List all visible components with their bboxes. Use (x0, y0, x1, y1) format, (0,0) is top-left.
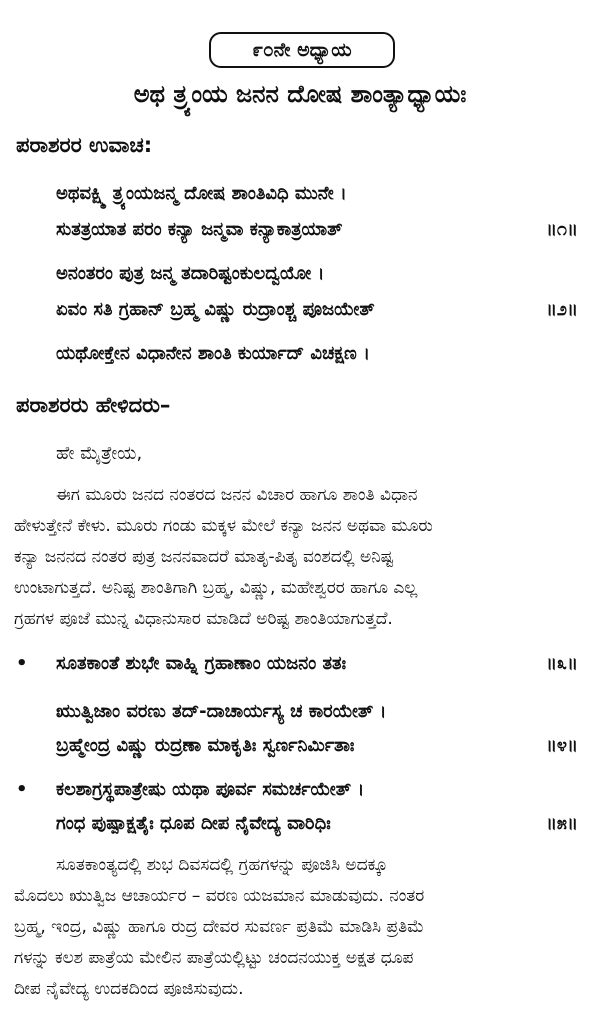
verse-line: ಯಥೋಕ್ತೇನ ವಿಧಾನೇನ ಶಾಂತಿ ಕುರ್ಯಾದ್ ವಿಚಕ್ಷಣ । (56, 343, 370, 364)
verse-number: ॥೩॥ (545, 653, 578, 674)
verse-line: ಸೂತಕಾಂತೆ ಶುಭೇ ವಾಹ್ನಿ ಗ್ರಹಾಣಾಂ ಯಜನಂ ತತಃ (56, 653, 347, 674)
verse-line: ಕಲಶಾಗ್ರಸ್ಥಪಾತ್ರೇಷು ಯಥಾ ಪೂರ್ವ ಸಮರ್ಚಯೇತ್ । (56, 779, 365, 800)
paragraph-line: ದೀಪ ನೈವೇದ್ಯ ಉದಕದಿಂದ ಪೂಜಿಸುವುದು. (14, 979, 244, 999)
verse-line: ಅಥವಕ್ಷ್ಮಿ ತ್ರ್ಯಂಯಜನ್ಮ ದೋಷ ಶಾಂತಿವಿಧಿ ಮುನೇ । (56, 183, 347, 204)
verse-number: ॥೫॥ (545, 813, 578, 834)
verse-number: ॥೧॥ (545, 219, 578, 240)
paragraph-line: ಈಗ ಮೂರು ಜನದ ನಂತರದ ಜನನ ವಿಚಾರ ಹಾಗೂ ಶಾಂತಿ ವಿಧಾನ (56, 485, 418, 505)
translation-paragraph (14, 850, 586, 1005)
verse-line: ಅನಂತರಂ ಪುತ್ರ ಜನ್ಮ ತದಾರಿಷ್ಟಂಕುಲದ್ವಯೋ । (56, 263, 325, 284)
chapter-label-box (209, 32, 395, 68)
paragraph-line: ಗಳನ್ನು ಕಲಶ ಪಾತ್ರೆಯ ಮೇಲಿನ ಪಾತ್ರೆಯಲ್ಲಿಟ್ಟು ಚಂದನಯುಕ್ತ ಅಕ್ಷತ ಧೂಪ (14, 948, 414, 968)
paragraph-line: ಕನ್ಯಾ ಜನನದ ನಂತರ ಪುತ್ರ ಜನನವಾದರೆ ಮಾತೃ-ಪಿತೃ ವಂಶದಲ್ಲಿ ಅನಿಷ್ಟ (14, 547, 394, 567)
chapter-title: ಅಥ ತ್ರ್ಯಂಯ ಜನನ ದೋಷ ಶಾಂತ್ಯಾಧ್ಯಾಯಃ (133, 80, 467, 108)
paragraph-line: ಬ್ರಹ್ಮ, ಇಂದ್ರ, ವಿಷ್ಣು ಹಾಗೂ ರುದ್ರ ದೇವರ ಸುವರ್ಣ ಪ್ರತಿಮೆ ಮಾಡಿಸಿ ಪ್ರತಿಮೆ (14, 917, 424, 937)
verse-number: ॥೪॥ (545, 735, 578, 756)
bullet-mark: • (16, 779, 28, 800)
translation-paragraph (14, 480, 586, 635)
section-heading-heliddaru: ಪರಾಶರರು ಹೇಳಿದರು– (16, 393, 171, 417)
verse-line: ಗಂಧ ಪುಷ್ಪಾಕ್ಷತೈಃ ಧೂಪ ದೀಪ ನೈವೇದ್ಯ ವಾರಿಧಿಃ (56, 813, 331, 834)
verse-number: ॥೨॥ (545, 299, 578, 320)
paragraph-line: ಹೇಳುತ್ತೇನೆ ಕೇಳು. ಮೂರು ಗಂಡು ಮಕ್ಕಳ ಮೇಲೆ ಕನ್ಯಾ ಜನನ ಅಥವಾ ಮೂರು (14, 516, 433, 536)
section-heading-uvacha: ಪರಾಶರರ ಉವಾಚ: (16, 133, 153, 157)
paragraph-line: ಗ್ರಹಗಳ ಪೂಜೆ ಮುನ್ನ ವಿಧಾನುಸಾರ ಮಾಡಿದೆ ಅರಿಷ್ಟ ಶಾಂತಿಯಾಗುತ್ತದೆ. (14, 609, 393, 629)
chapter-label: ೯೦ನೇ ಅಧ್ಯಾಯ (252, 39, 352, 61)
paragraph-line: ಮೊದಲು ಋುತ್ವಿಜ ಆಚಾರ್ಯರ – ವರಣ ಯಜಮಾನ ಮಾಡುವುದು. ನಂತರ (14, 886, 425, 906)
verse-line: ಬ್ರಹ್ಮೇಂದ್ರ ವಿಷ್ಣು ರುದ್ರಣಾ ಮಾಕೃತಿಃ ಸ್ವರ್ಣನಿರ್ಮಿತಾಃ (56, 735, 355, 756)
paragraph-line: ಉಂಟಾಗುತ್ತದೆ. ಅನಿಷ್ಟ ಶಾಂತಿಗಾಗಿ ಬ್ರಹ್ಮ, ವಿಷ್ಣು, ಮಹೇಶ್ವರರ ಹಾಗೂ ಎಲ್ಲ (14, 578, 418, 598)
verse-line: ಸುತತ್ರಯಾತ ಪರಂ ಕನ್ಯಾ ಜನ್ಮವಾ ಕನ್ಯಾಕಾತ್ರಯಾತ್ (56, 219, 343, 240)
greeting: ಹೇ ಮೈತ್ರೇಯ, (56, 443, 143, 464)
verse-line: ಏವಂ ಸತಿ ಗ್ರಹಾನ್ ಬ್ರಹ್ಮ ವಿಷ್ಣು ರುದ್ರಾಂಶ್ಚ ಪೂಜಯೇತ್ (56, 299, 375, 320)
bullet-mark: • (16, 653, 28, 674)
paragraph-line: ಸೂತಕಾಂತ್ಯದಲ್ಲಿ ಶುಭ ದಿವಸದಲ್ಲಿ ಗ್ರಹಗಳನ್ನು ಪೂಜಿಸಿ ಅದಕ್ಕೂ (56, 855, 388, 875)
verse-line: ಋುತ್ವಿಜಾಂ ವರಣು ತದ್-ದಾಚಾರ್ಯಸ್ಯ ಚ ಕಾರಯೇತ್ । (56, 701, 387, 722)
